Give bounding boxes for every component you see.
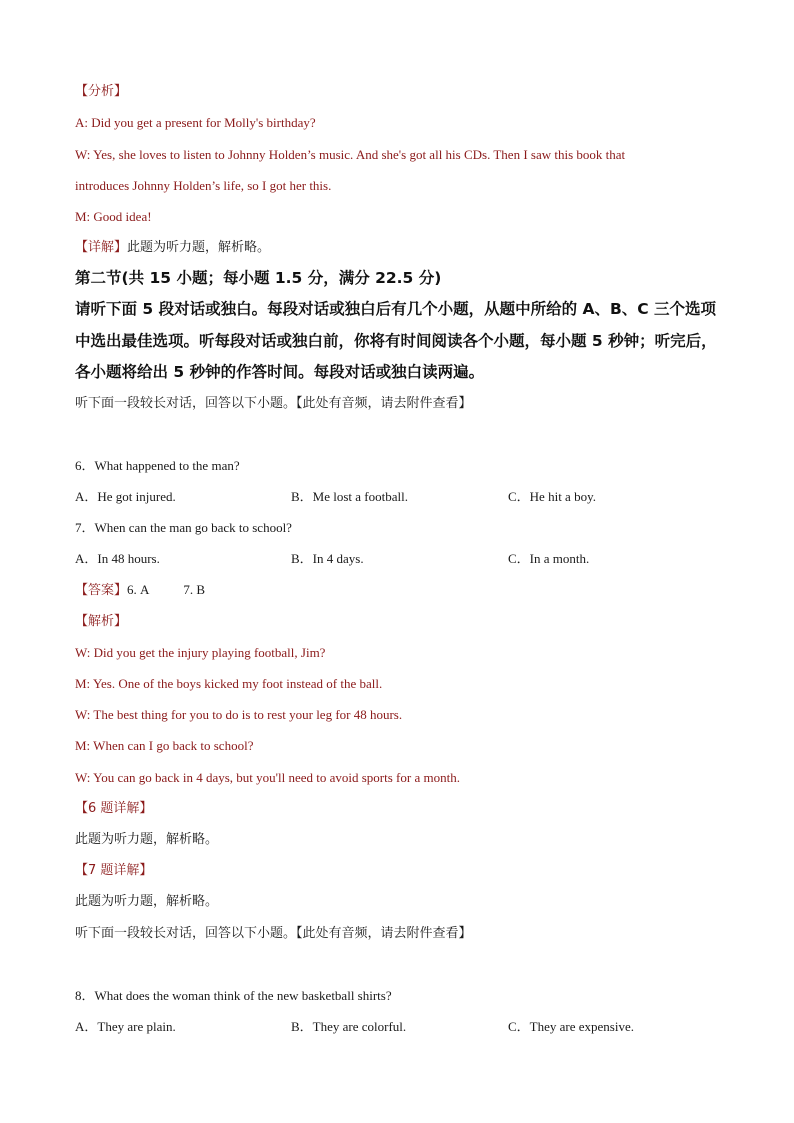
group-intro: 听下面一段较长对话，回答以下小题。【此处有音频，请去附件查看】	[75, 926, 472, 941]
option-b: B．In 4 days.	[291, 551, 364, 566]
question-stem: 7．When can the man go back to school?	[75, 520, 292, 535]
answer-label: 【答案】	[75, 583, 128, 598]
answer-value: 6. A	[127, 582, 150, 597]
section-heading: 第二节(共 15 小题；每小题 1.5 分，满分 22.5 分)	[75, 269, 442, 287]
detail-label: 【详解】	[75, 240, 128, 255]
question-stem: 8．What does the woman think of the new basketball shirts?	[75, 988, 392, 1003]
answer-value: 7. B	[183, 582, 206, 597]
section-instructions: 中选出最佳选项。听每段对话或独白前，你将有时间阅读各个小题，每小题 5 秒钟；听完后，	[75, 332, 717, 350]
option-b: B．They are colorful.	[291, 1019, 407, 1034]
dialogue-line: introduces Johnny Holden’s life, so I got her this.	[75, 178, 332, 193]
dialogue-line: W: Did you get the injury playing football, Jim?	[75, 645, 326, 660]
option-a: A．In 48 hours.	[75, 551, 160, 566]
option-a: A．They are plain.	[75, 1019, 176, 1034]
dialogue-line: M: When can I go back to school?	[75, 738, 254, 753]
detail-label: 【6 题详解】	[75, 801, 153, 816]
dialogue-line: M: Yes. One of the boys kicked my foot instead of the ball.	[75, 676, 383, 691]
analysis-label: 【解析】	[75, 614, 128, 629]
detail-text: 此题为听力题，解析略。	[127, 240, 271, 255]
detail-text: 此题为听力题，解析略。	[75, 894, 219, 909]
section-instructions: 各小题将给出 5 秒钟的作答时间。每段对话或独白读两遍。	[75, 363, 485, 381]
dialogue-line: W: The best thing for you to do is to rest your leg for 48 hours.	[75, 707, 403, 722]
group-intro: 听下面一段较长对话，回答以下小题。【此处有音频，请去附件查看】	[75, 396, 472, 411]
answer-line	[75, 581, 205, 600]
section-instructions: 请听下面 5 段对话或独白。每段对话或独白后有几个小题，从题中所给的 A、B、C 三个选项	[75, 300, 717, 318]
option-c: C．He hit a boy.	[508, 489, 596, 504]
option-a: A．He got injured.	[75, 489, 176, 504]
option-c: C．They are expensive.	[508, 1019, 634, 1034]
question-stem: 6．What happened to the man?	[75, 458, 240, 473]
detail-line	[75, 239, 270, 257]
dialogue-line: W: You can go back in 4 days, but you'll need to avoid sports for a month.	[75, 770, 460, 785]
dialogue-line: M: Good idea!	[75, 209, 152, 224]
detail-label: 【7 题详解】	[75, 863, 153, 878]
option-b: B．Me lost a football.	[291, 489, 408, 504]
detail-text: 此题为听力题，解析略。	[75, 832, 219, 847]
dialogue-line: W: Yes, she loves to listen to Johnny Holden’s music. And she's got all his CDs. Then I saw this book that	[75, 147, 626, 162]
dialogue-line: A: Did you get a present for Molly's birthday?	[75, 115, 316, 130]
option-c: C．In a month.	[508, 551, 590, 566]
analysis-label: 【分析】	[75, 84, 128, 99]
